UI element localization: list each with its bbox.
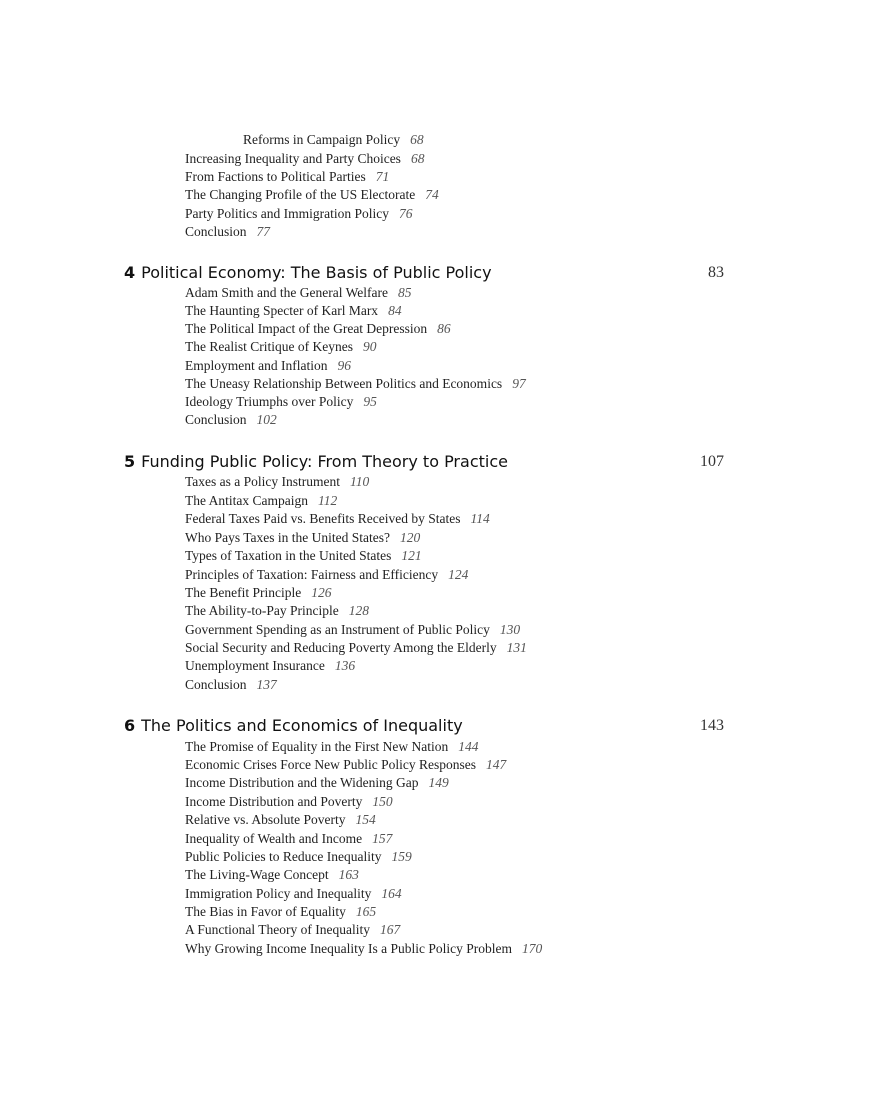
chapter-title: Political Economy: The Basis of Public Policy: [141, 263, 492, 282]
entry-page-number: 137: [256, 677, 277, 692]
entry-page-number: 96: [337, 358, 351, 373]
toc-entry[interactable]: [185, 338, 376, 356]
toc-entry[interactable]: [185, 756, 506, 774]
toc-entry[interactable]: [243, 131, 424, 149]
entry-title: The Changing Profile of the US Electorate: [185, 187, 416, 202]
entry-page-number: 85: [397, 285, 412, 300]
toc-entry[interactable]: [185, 223, 270, 241]
toc-entry[interactable]: [185, 510, 490, 528]
entry-title: Income Distribution and the Widening Gap: [185, 775, 419, 790]
toc-entry[interactable]: [185, 411, 277, 429]
entry-page-number: 114: [470, 511, 490, 526]
toc-entry[interactable]: [185, 639, 527, 657]
toc-entry[interactable]: [185, 168, 389, 186]
entry-title: Government Spending as an Instrument of Public Policy: [185, 622, 490, 637]
entry-page-number: 71: [375, 169, 390, 184]
toc-entry[interactable]: [185, 885, 402, 903]
entry-title: Employment and Inflation: [185, 358, 328, 373]
toc-entry[interactable]: [185, 676, 277, 694]
entry-title: Conclusion: [185, 224, 247, 239]
chapter-title: Funding Public Policy: From Theory to Practice: [141, 452, 508, 471]
entry-title: Relative vs. Absolute Poverty: [185, 812, 346, 827]
entry-page-number: 130: [499, 622, 521, 637]
chapter-number: 4: [124, 263, 136, 282]
entry-page-number: 84: [388, 303, 402, 318]
entry-title: Public Policies to Reduce Inequality: [185, 849, 382, 864]
toc-entry[interactable]: [185, 830, 392, 848]
toc-entry[interactable]: [185, 621, 520, 639]
entry-title: Party Politics and Immigration Policy: [185, 206, 389, 221]
entry-page-number: 90: [362, 339, 377, 354]
entry-title: Why Growing Income Inequality Is a Public Policy Problem: [185, 941, 512, 956]
entry-title: The Uneasy Relationship Between Politics and Economics: [185, 376, 503, 391]
entry-title: Conclusion: [185, 412, 247, 427]
entry-title: Increasing Inequality and Party Choices: [185, 151, 401, 166]
entry-page-number: 86: [437, 321, 451, 336]
entry-page-number: 136: [334, 658, 356, 673]
toc-entry[interactable]: [185, 657, 355, 675]
entry-title: The Promise of Equality in the First New Nation: [185, 739, 449, 754]
entry-title: The Haunting Specter of Karl Marx: [185, 303, 379, 318]
toc-entry[interactable]: [185, 921, 400, 939]
toc-entry[interactable]: [185, 848, 412, 866]
chapter-heading-4[interactable]: [124, 263, 724, 283]
toc-entry[interactable]: [185, 473, 369, 491]
entry-page-number: 68: [410, 132, 424, 147]
entry-page-number: 150: [372, 794, 393, 809]
entry-page-number: 159: [391, 849, 412, 864]
entry-page-number: 144: [458, 739, 479, 754]
entry-page-number: 120: [400, 530, 421, 545]
entry-title: From Factions to Political Parties: [185, 169, 366, 184]
entry-page-number: 77: [256, 224, 271, 239]
entry-title: Taxes as a Policy Instrument: [185, 474, 341, 489]
toc-entry[interactable]: [185, 793, 393, 811]
entry-page-number: 149: [428, 775, 449, 790]
chapter-heading-6[interactable]: [124, 716, 724, 736]
entry-page-number: 165: [355, 904, 377, 919]
toc-entry[interactable]: [185, 302, 402, 320]
toc-entry[interactable]: [185, 566, 468, 584]
toc-entry[interactable]: [185, 492, 337, 510]
toc-entry[interactable]: [185, 186, 439, 204]
entry-page-number: 95: [363, 394, 377, 409]
entry-page-number: 131: [506, 640, 527, 655]
toc-entry[interactable]: [185, 375, 526, 393]
entry-title: Reforms in Campaign Policy: [243, 132, 401, 147]
entry-page-number: 110: [350, 474, 370, 489]
chapter-number: 6: [124, 716, 136, 735]
entry-title: Adam Smith and the General Welfare: [185, 285, 388, 300]
entry-title: Types of Taxation in the United States: [185, 548, 392, 563]
entry-page-number: 97: [512, 376, 526, 391]
toc-entry[interactable]: [185, 529, 420, 547]
entry-page-number: 121: [401, 548, 422, 563]
entry-title: Conclusion: [185, 677, 247, 692]
toc-entry[interactable]: [185, 357, 351, 375]
entry-title: The Ability-to-Pay Principle: [185, 603, 339, 618]
entry-title: Principles of Taxation: Fairness and Efficiency: [185, 567, 439, 582]
entry-title: Social Security and Reducing Poverty Among the Elderly: [185, 640, 497, 655]
toc-entry[interactable]: [185, 205, 412, 223]
toc-entry[interactable]: [185, 774, 449, 792]
entry-title: Income Distribution and Poverty: [185, 794, 363, 809]
chapter-number: 5: [124, 452, 136, 471]
entry-page-number: 112: [317, 493, 338, 508]
entry-page-number: 102: [256, 412, 277, 427]
entry-page-number: 154: [355, 812, 376, 827]
entry-title: The Antitax Campaign: [185, 493, 308, 508]
entry-page-number: 164: [381, 886, 402, 901]
entry-title: Immigration Policy and Inequality: [185, 886, 372, 901]
entry-title: Inequality of Wealth and Income: [185, 831, 363, 846]
chapter-page-number: 143: [700, 717, 724, 734]
toc-entry[interactable]: [185, 320, 451, 338]
entry-title: Economic Crises Force New Public Policy Responses: [185, 757, 476, 772]
toc-entry[interactable]: [185, 940, 542, 958]
chapter-heading-5[interactable]: [124, 452, 724, 472]
toc-entry[interactable]: [185, 393, 377, 411]
entry-page-number: 74: [425, 187, 439, 202]
entry-page-number: 124: [448, 567, 469, 582]
entry-page-number: 68: [410, 151, 425, 166]
toc-entry[interactable]: [185, 284, 411, 302]
entry-page-number: 128: [348, 603, 369, 618]
entry-title: The Bias in Favor of Equality: [185, 904, 346, 919]
entry-page-number: 126: [311, 585, 332, 600]
entry-page-number: 157: [372, 831, 393, 846]
entry-page-number: 76: [398, 206, 413, 221]
chapter-page-number: 83: [708, 264, 724, 281]
entry-title: Federal Taxes Paid vs. Benefits Received by States: [185, 511, 461, 526]
toc-entry[interactable]: [185, 150, 424, 168]
entry-page-number: 147: [485, 757, 507, 772]
toc-entry[interactable]: [185, 903, 376, 921]
toc-entry[interactable]: [185, 811, 376, 829]
toc-entry[interactable]: [185, 602, 369, 620]
chapter-page-number: 107: [700, 453, 724, 470]
toc-entry[interactable]: [185, 584, 331, 602]
toc-entry[interactable]: [185, 547, 422, 565]
entry-title: Who Pays Taxes in the United States?: [185, 530, 391, 545]
entry-page-number: 167: [379, 922, 401, 937]
entry-title: The Living-Wage Concept: [185, 867, 329, 882]
toc-entry[interactable]: [185, 866, 359, 884]
chapter-title: The Politics and Economics of Inequality: [141, 716, 463, 735]
entry-page-number: 170: [521, 941, 543, 956]
entry-title: Ideology Triumphs over Policy: [185, 394, 354, 409]
toc-entry[interactable]: [185, 738, 478, 756]
entry-page-number: 163: [338, 867, 359, 882]
entry-title: Unemployment Insurance: [185, 658, 325, 673]
entry-title: The Political Impact of the Great Depression: [185, 321, 428, 336]
entry-title: The Benefit Principle: [185, 585, 302, 600]
entry-title: The Realist Critique of Keynes: [185, 339, 353, 354]
entry-title: A Functional Theory of Inequality: [185, 922, 370, 937]
